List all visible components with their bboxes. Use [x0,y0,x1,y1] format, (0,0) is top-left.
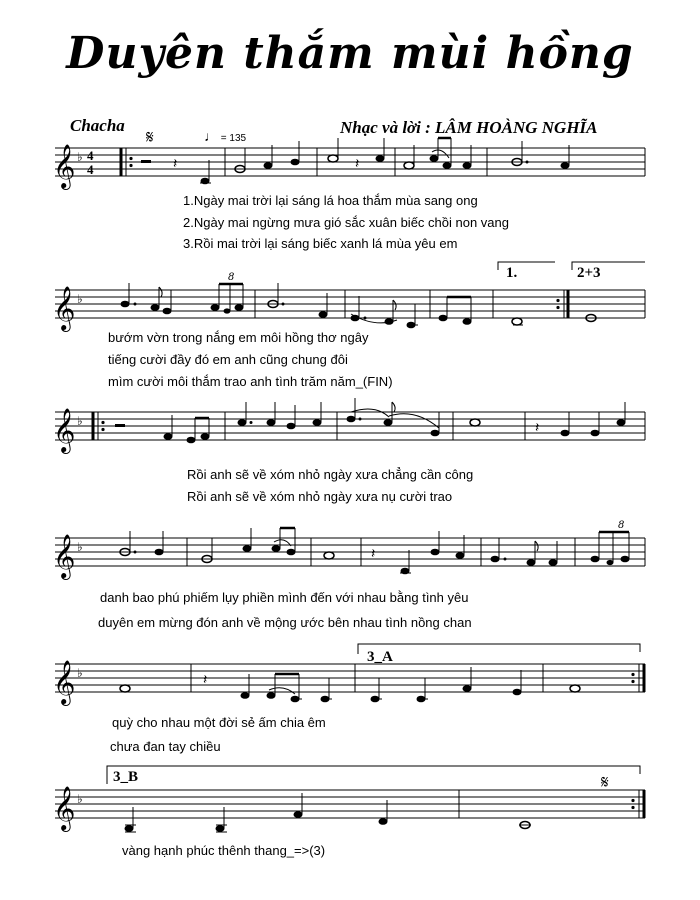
flat-icon: ♭ [77,150,83,164]
svg-text:♭: ♭ [77,792,83,806]
lyric-line: Rồi anh sẽ về xóm nhỏ ngày xưa nụ cười trao [187,489,453,504]
svg-text:𝄞: 𝄞 [53,534,76,578]
svg-text:𝄞: 𝄞 [53,786,76,830]
ending-3b-label: 3_B [113,769,139,785]
time-sig-top: 4 [87,148,94,163]
lyric-line: bướm vờn trong nắng em môi hồng thơ ngây [108,330,369,345]
tempo-value: = 135 [220,133,247,144]
staff-2 [53,262,645,332]
song-title: Duyên thắm mùi hồng [66,28,634,79]
segno-end-icon: 𝄋 [601,772,609,793]
ending-1-label: 1. [506,265,518,281]
lyric-line: Rồi anh sẽ về xóm nhỏ ngày xưa chẳng cần công [187,467,474,482]
lyric-line: 2.Ngày mai ngừng mưa gió sắc xuân biếc chồi non vang [183,215,509,230]
quarter-note-icon: ♩ [204,128,218,144]
svg-text:𝄞: 𝄞 [53,286,76,330]
staff-5 [53,644,645,706]
lyric-line: 1.Ngày mai trời lại sáng lá hoa thắm mùa sang ong [183,193,478,208]
composer-credit: Nhạc và lời : LÂM HOÀNG NGHĨA [340,118,598,137]
svg-text:𝄽: 𝄽 [535,420,540,436]
staff-4 [53,520,645,580]
svg-text:♭: ♭ [77,292,83,306]
lyric-line: duyên em mừng đón anh về mộng ước bên nhau tình nồng chan [98,615,472,630]
svg-text:𝄞: 𝄞 [53,408,76,452]
staff-3 [53,398,645,454]
segno-icon: 𝄋 [146,127,154,148]
lyric-line: quỳ cho nhau một đời sẻ ấm chia êm [112,715,326,730]
svg-text:𝄽: 𝄽 [203,672,208,688]
svg-text:♭: ♭ [77,414,83,428]
svg-text:𝄽: 𝄽 [371,546,376,562]
ending-3a-label: 3_A [367,649,393,665]
lyric-line: vàng hạnh phúc thênh thang_=>(3) [122,843,326,858]
lyric-line: 3.Rồi mai trời lại sáng biếc xanh lá mùa yêu em [183,236,458,251]
svg-text:8: 8 [618,520,625,531]
svg-text:𝄽: 𝄽 [173,156,178,172]
svg-text:8: 8 [228,272,235,283]
style-label: Chacha [70,116,125,135]
treble-clef-icon: 𝄞 [53,144,76,188]
svg-text:♭: ♭ [77,666,83,680]
lyric-line: chưa đan tay chiều [110,739,221,754]
staff-6 [53,766,645,832]
ending-2-3-label: 2+3 [577,265,601,281]
lyric-line: tiếng cười đầy đó em anh cũng chung đôi [108,352,348,367]
staff-1 [53,138,645,190]
time-sig-bottom: 4 [87,162,94,177]
lyric-line: danh bao phú phiếm lụy phiền mình đến với nhau bằng tình yêu [100,590,469,605]
svg-text:𝄽: 𝄽 [355,156,360,172]
svg-text:♭: ♭ [77,540,83,554]
svg-text:𝄞: 𝄞 [53,660,76,704]
lyric-line: mìm cười môi thắm trao anh tình trăm năm_(FIN) [108,374,393,389]
